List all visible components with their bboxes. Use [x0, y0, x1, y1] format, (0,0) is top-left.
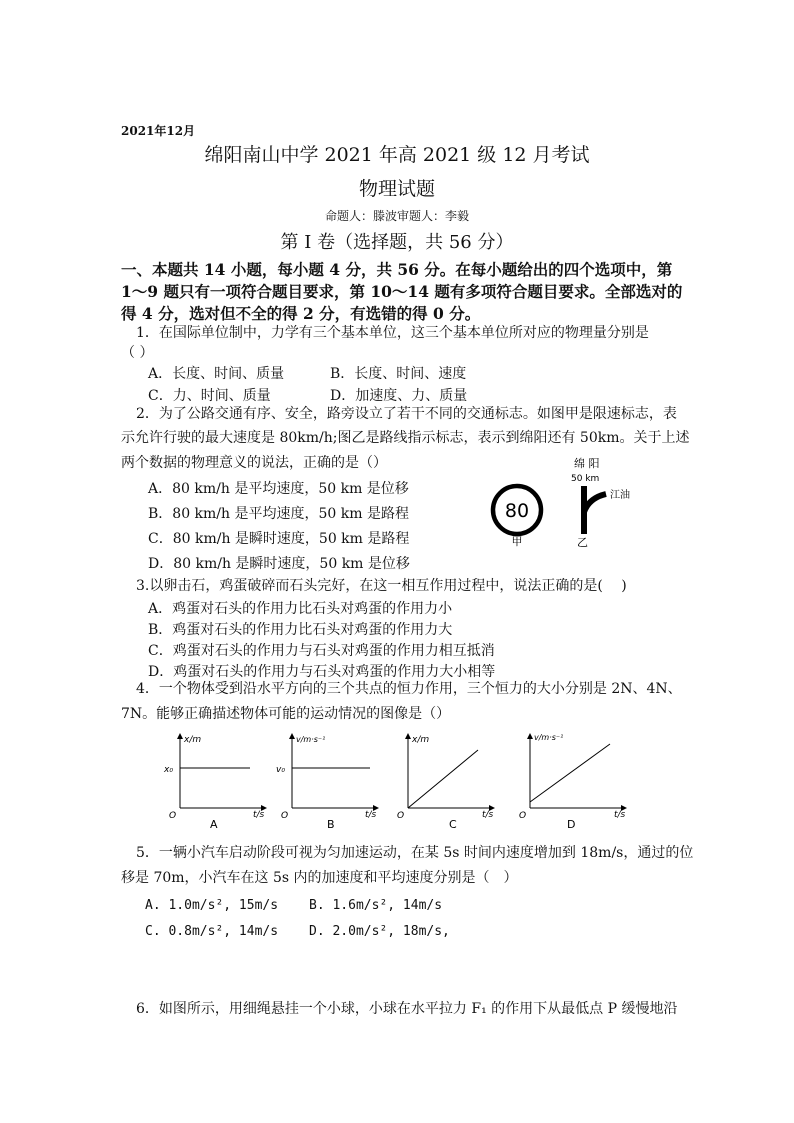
graph-letter: D [567, 818, 576, 831]
question-1-stem: 1．在国际单位制中，力学有三个基本单位，这三个基本单位所对应的物理量分别是 [136, 325, 649, 341]
x-axis-label: t/s [482, 810, 494, 820]
question-5-option-a: A. 1.0m/s², 15m/s [145, 898, 279, 913]
speed-limit-value: 80 [504, 500, 530, 522]
graph-letter: C [449, 818, 457, 831]
speed-limit-sign [493, 486, 541, 548]
question-2-stem-cont: 示允许行驶的最大速度是 80km/h;图乙是路线指示标志，表示到绵阳还有 50km。关于上述 [121, 430, 690, 446]
question-1-option-c: C．力、时间、质量 [148, 388, 271, 404]
level-label: x₀ [164, 765, 173, 775]
question-1-option-d: D．加速度、力、质量 [330, 388, 468, 404]
exam-authors: 命题人：滕波审题人：李毅 [324, 209, 469, 223]
question-1-option-b: B．长度、时间、速度 [330, 366, 467, 382]
traffic-signs-figure [480, 450, 680, 550]
x-axis-label: t/s [365, 810, 377, 820]
question-2-stem: 2．为了公路交通有序、安全，路旁设立了若干不同的交通标志。如图甲是限速标志，表 [136, 406, 677, 422]
route-distance-label: 50 km [571, 474, 600, 484]
sign-label-yi: 乙 [577, 536, 588, 549]
origin-label: O [281, 811, 289, 821]
question-3-option-b: B．鸡蛋对石头的作用力比石头对鸡蛋的作用力大 [148, 622, 453, 638]
y-axis-label: x/m [184, 735, 202, 745]
instruction-line: 得 4 分，选对但不全的得 2 分，有选错的得 0 分。 [121, 304, 481, 323]
graph-d [510, 728, 634, 832]
question-2-option-c: C．80 km/h 是瞬时速度，50 km 是路程 [148, 531, 410, 547]
origin-label: O [169, 811, 177, 821]
question-5-stem: 5．一辆小汽车启动阶段可视为匀加速运动，在某 5s 时间内速度增加到 18m/s，通过的位 [136, 845, 694, 861]
graph-a [160, 728, 272, 832]
graph-line [530, 744, 610, 802]
y-axis-label: x/m [412, 735, 430, 745]
section-heading: 第 I 卷（选择题，共 56 分） [280, 232, 514, 253]
graph-b [272, 728, 384, 832]
question-6-stem: 6．如图所示，用细绳悬挂一个小球，小球在水平拉力 F₁ 的作用下从最低点 P 缓慢地沿 [136, 1001, 678, 1017]
graph-line [408, 750, 478, 808]
question-2-option-b: B．80 km/h 是平均速度，50 km 是路程 [148, 506, 409, 522]
route-arrow-shape [584, 486, 606, 534]
graph-c [392, 728, 504, 832]
question-1-stem-cont: （ ） [121, 345, 154, 361]
question-3-option-a: A．鸡蛋对石头的作用力比石头对鸡蛋的作用力小 [148, 601, 453, 617]
y-axis-label: v/m·s⁻¹ [534, 733, 564, 742]
exam-subject: 物理试题 [358, 178, 435, 200]
graph-letter: A [210, 818, 218, 831]
question-5-option-b: B. 1.6m/s², 14m/s [309, 898, 443, 913]
route-city-label: 绵 阳 [574, 457, 600, 470]
question-1-option-a: A．长度、时间、质量 [148, 366, 285, 382]
question-5-stem-cont: 移是 70m，小汽车在这 5s 内的加速度和平均速度分别是（ ） [121, 870, 518, 886]
route-branch-label: 江油 [610, 490, 630, 501]
graph-letter: B [327, 818, 335, 831]
question-5-option-c: C. 0.8m/s², 14m/s [145, 924, 279, 939]
instruction-line: 一、本题共 14 小题，每小题 4 分，共 56 分。在每小题给出的四个选项中，第 [121, 260, 673, 279]
question-4-stem: 4．一个物体受到沿水平方向的三个共点的恒力作用，三个恒力的大小分别是 2N、4N、 [136, 681, 682, 697]
route-direction-sign [571, 457, 630, 549]
question-5-option-d: D. 2.0m/s², 18m/s, [309, 924, 450, 939]
question-4-stem-cont: 7N。能够正确描述物体可能的运动情况的图像是（） [121, 706, 451, 722]
exam-date: 2021年12月 [121, 124, 196, 138]
y-axis-label: v/m·s⁻¹ [296, 735, 326, 744]
origin-label: O [397, 811, 405, 821]
question-3-option-d: D．鸡蛋对石头的作用力与石头对鸡蛋的作用力大小相等 [148, 664, 496, 680]
question-2-option-d: D．80 km/h 是瞬时速度，50 km 是位移 [148, 556, 410, 572]
section-instructions [121, 259, 682, 325]
question-3-option-c: C．鸡蛋对石头的作用力与石头对鸡蛋的作用力相互抵消 [148, 643, 495, 659]
origin-label: O [519, 811, 527, 821]
question-2-stem-cont: 两个数据的物理意义的说法，正确的是（） [121, 455, 387, 471]
x-axis-label: t/s [614, 810, 626, 820]
level-label: v₀ [276, 765, 285, 775]
question-3-stem: 3.以卵击石，鸡蛋破碎而石头完好，在这一相互作用过程中，说法正确的是( ) [136, 578, 627, 594]
exam-title: 绵阳南山中学 2021 年高 2021 级 12 月考试 [204, 144, 590, 166]
question-2-option-a: A．80 km/h 是平均速度，50 km 是位移 [148, 481, 409, 497]
instruction-line: 1～9 题只有一项符合题目要求，第 10～14 题有多项符合题目要求。全部选对的 [121, 282, 683, 301]
x-axis-label: t/s [253, 810, 265, 820]
sign-label-jia: 甲 [511, 535, 523, 548]
